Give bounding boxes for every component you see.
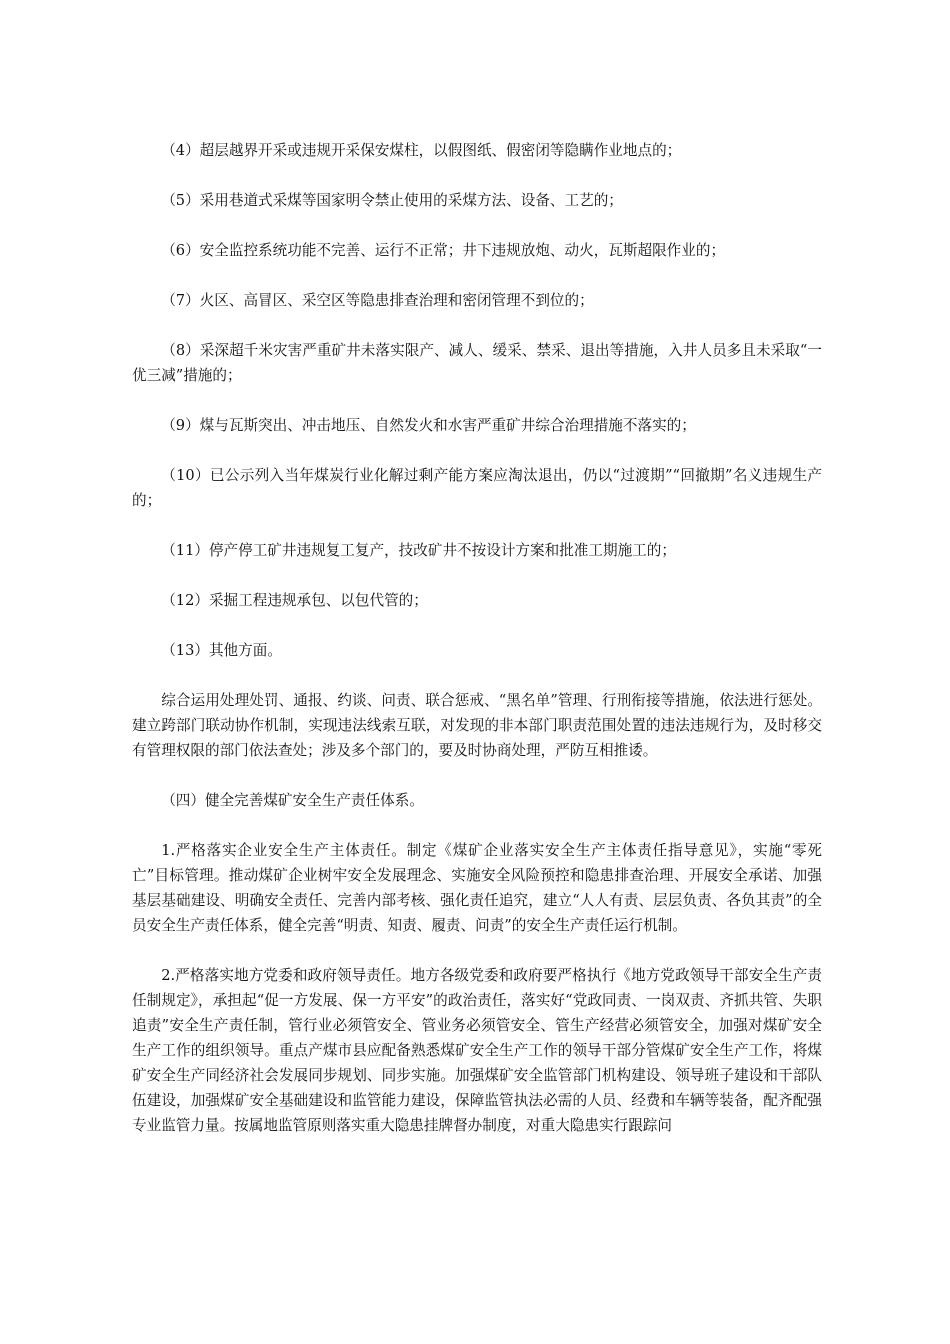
paragraph-item-4: （4）超层越界开采或违规开采保安煤柱，以假图纸、假密闭等隐瞒作业地点的； xyxy=(161,142,682,159)
paragraph-local-government-responsibility: 2.严格落实地方党委和政府领导责任。地方各级党委和政府要严格执行《地方党政领导干部安全生产责任制规定》，承担起“促一方发展、保一方平安”的政治责任，落实好“党政同责、一岗双责、齐抓共管、失职追责”安全生产责任制，管行业必须管安全、管业务必须管安全、管生产经营必须管安全，加强对煤矿安全生产工作的组织领导。重点产煤市县应配备熟悉煤矿安全生产工作的领导干部分管煤矿安全生产工作，将煤矿安全生产同经济社会发展同步规划、同步实施。加强煤矿安全监管部门机构建设、领导班子建设和干部队伍建设，加强煤矿安全基础建设和监管能力建设，保障监管执法必需的人员、经费和车辆等装备，配齐配强专业监管力量。按属地监管原则落实重大隐患挂牌督办制度，对重大隐患实行跟踪问 xyxy=(132,967,822,1134)
paragraph-item-8: （8）采深超千米灾害严重矿井未落实限产、减人、缓采、禁采、退出等措施，入井人员多且未采取“一优三减”措施的； xyxy=(132,342,822,384)
paragraph-item-11: （11）停产停工矿井违规复工复产，技改矿井不按设计方案和批准工期施工的； xyxy=(161,542,676,559)
paragraph-item-9: （9）煤与瓦斯突出、冲击地压、自然发火和水害严重矿井综合治理措施不落实的； xyxy=(161,417,696,434)
paragraph-enterprise-responsibility: 1.严格落实企业安全生产主体责任。制定《煤矿企业落实安全生产主体责任指导意见》，实施“零死亡”目标管理。推动煤矿企业树牢安全发展理念、实施安全风险预控和隐患排查治理、开展安全承诺、加强基层基础建设、明确安全责任、完善内部考核、强化责任追究，建立“人人有责、层层负责、各负其责”的全员安全生产责任体系，健全完善“明责、知责、履责、问责”的安全生产责任运行机制。 xyxy=(132,842,822,934)
document-body xyxy=(132,138,822,1163)
paragraph-enforcement-measures: 综合运用处理处罚、通报、约谈、问责、联合惩戒、“黑名单”管理、行刑衔接等措施，依法进行惩处。建立跨部门联动协作机制，实现违法线索互联，对发现的非本部门职责范围处置的违法违规行为，及时移交有管理权限的部门依法查处；涉及多个部门的，要及时协商处理，严防互相推诿。 xyxy=(132,692,822,759)
paragraph-item-5: （5）采用巷道式采煤等国家明令禁止使用的采煤方法、设备、工艺的； xyxy=(161,192,623,209)
paragraph-item-13: （13）其他方面。 xyxy=(161,642,282,659)
paragraph-item-6: （6）安全监控系统功能不完善、运行不正常；井下违规放炮、动火，瓦斯超限作业的； xyxy=(161,242,726,259)
paragraph-item-12: （12）采掘工程违规承包、以包代管的； xyxy=(161,592,428,609)
paragraph-item-7: （7）火区、高冒区、采空区等隐患排查治理和密闭管理不到位的； xyxy=(161,292,594,309)
section-heading-4: （四）健全完善煤矿安全生产责任体系。 xyxy=(161,792,424,809)
paragraph-item-10: （10）已公示列入当年煤炭行业化解过剩产能方案应淘汰退出，仍以“过渡期”“回撤期”名义违规生产的； xyxy=(132,467,822,509)
